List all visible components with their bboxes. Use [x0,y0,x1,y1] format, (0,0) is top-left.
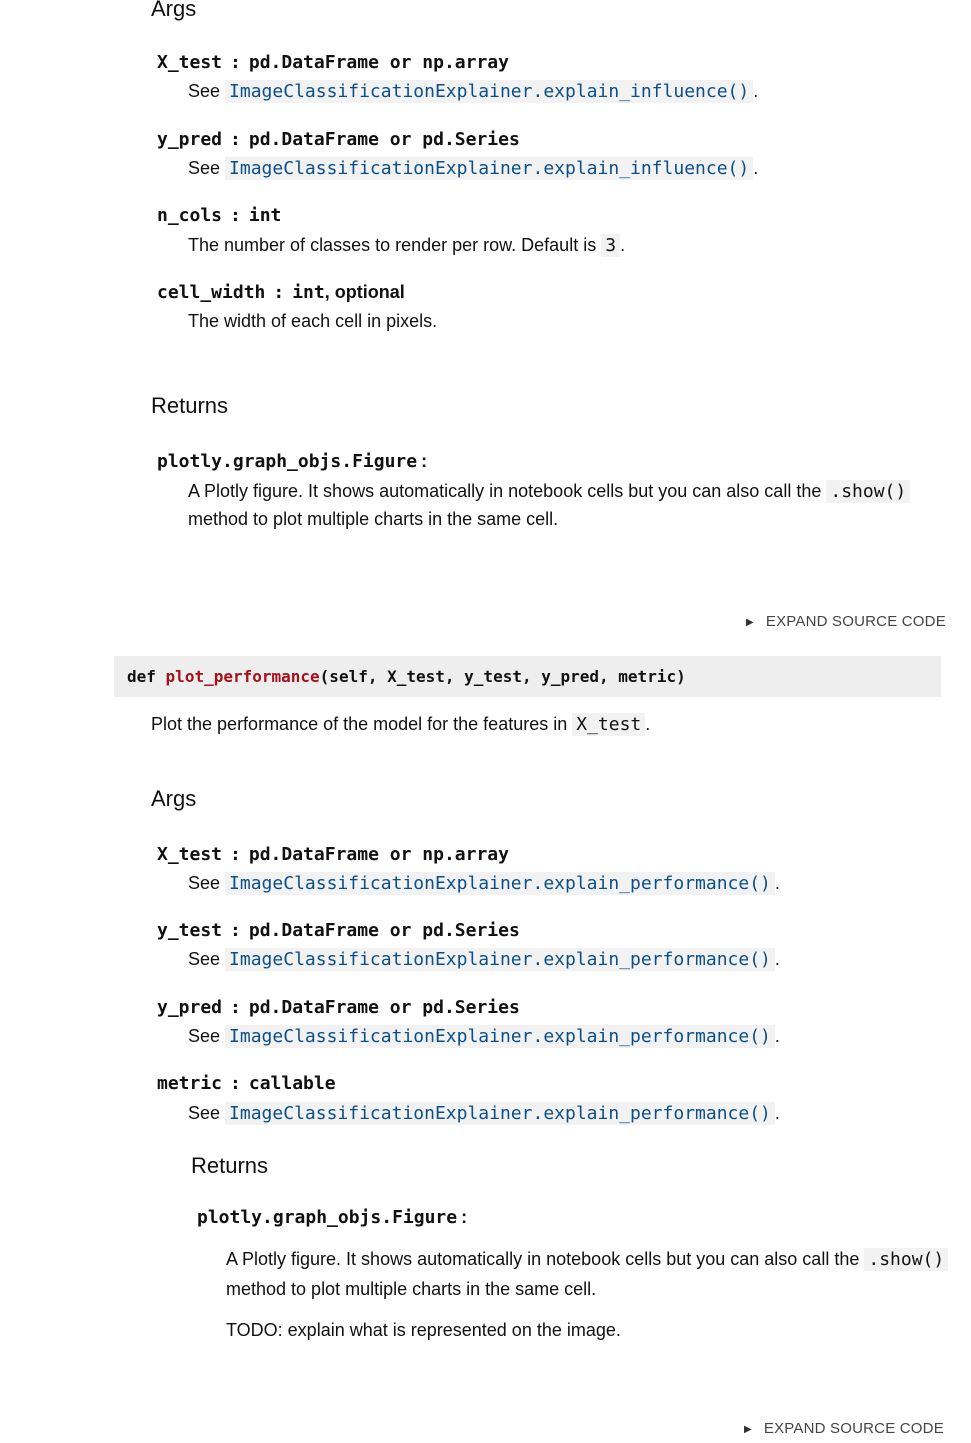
method-summary [151,714,650,735]
param-type: pd.DataFrame or pd.Series [248,997,520,1018]
period: . [774,1026,780,1046]
param-description [188,81,758,102]
param-signature [157,920,520,941]
param-description [188,158,758,179]
param-description [188,873,780,894]
return-description-continued: method to plot multiple charts in the same cell. [188,509,559,529]
param-name: X_test [157,844,223,865]
param-signature [157,205,281,226]
period: . [645,714,651,734]
expand-source-code-button[interactable] [744,1420,944,1437]
description-text: The number of classes to render per row. Default is [188,235,597,255]
reference-link[interactable]: ImageClassificationExplainer.explain_performance() [225,872,775,895]
param-name: y_pred [157,129,223,150]
triangle-right-icon: ▶ [744,1424,752,1435]
description-text: A Plotly figure. It shows automatically in notebook cells but you can also call the [188,481,822,501]
returns-heading: Returns [151,393,229,418]
method-signature [127,667,686,686]
see-text: See [188,158,221,178]
param-signature [157,997,520,1018]
param-description: The width of each cell in pixels. [188,311,438,331]
param-name: n_cols [157,205,223,226]
param-name: X_test [157,52,223,73]
description-text: A Plotly figure. It shows automatically in notebook cells but you can also call the [226,1249,860,1269]
period: . [620,235,626,255]
function-params: (self, X_test, y_test, y_pred, metric) [319,667,686,686]
param-type: pd.DataFrame or pd.Series [248,129,520,150]
param-name: metric [157,1073,223,1094]
reference-link[interactable]: ImageClassificationExplainer.explain_performance() [225,948,775,971]
see-text: See [188,949,221,969]
param-type: int [248,205,282,226]
param-type: pd.DataFrame or pd.Series [248,920,520,941]
param-type: pd.DataFrame or np.array [248,52,509,73]
period: . [753,81,759,101]
param-type: int [292,282,325,303]
method-signature-box [114,656,941,697]
return-type: plotly.graph_objs.Figure [197,1207,458,1228]
reference-link[interactable]: ImageClassificationExplainer.explain_performance() [225,1025,775,1048]
param-signature [157,844,509,865]
see-text: See [188,81,221,101]
param-separator: : [230,844,241,865]
period: . [774,1103,780,1123]
inline-code: 3 [601,234,620,257]
function-name: plot_performance [165,667,320,686]
expand-label: EXPAND SOURCE CODE [763,1420,944,1437]
period: . [774,949,780,969]
todo-note: TODO: explain what is represented on the image. [226,1320,621,1340]
return-colon: : [461,1207,468,1227]
param-separator: : [230,1073,241,1094]
inline-code: .show() [864,1248,948,1271]
def-keyword: def [127,667,156,686]
args-heading: Args [151,0,197,21]
param-description [188,235,625,256]
return-description [188,481,910,502]
param-separator: : [230,997,241,1018]
param-separator: : [230,129,241,150]
param-signature [157,282,405,303]
triangle-right-icon: ▶ [746,617,754,628]
return-description-continued: method to plot multiple charts in the same cell. [226,1279,597,1299]
param-signature [157,129,520,150]
inline-code: .show() [826,480,910,503]
summary-text: Plot the performance of the model for the features in [151,714,568,734]
param-separator: : [230,52,241,73]
param-separator: : [230,920,241,941]
return-description [226,1249,948,1270]
return-colon: : [421,451,428,471]
see-text: See [188,1103,221,1123]
param-type: pd.DataFrame or np.array [248,844,509,865]
see-text: See [188,873,221,893]
param-description [188,1026,780,1047]
period: . [753,158,759,178]
reference-link[interactable]: ImageClassificationExplainer.explain_performance() [225,1102,775,1125]
param-signature [157,52,509,73]
args-heading: Args [151,786,197,811]
param-description [188,949,780,970]
reference-link[interactable]: ImageClassificationExplainer.explain_influence() [225,80,753,103]
param-type: callable [248,1073,336,1094]
inline-code: X_test [572,713,645,736]
param-name: cell_width [157,282,266,303]
period: . [774,873,780,893]
param-name: y_pred [157,997,223,1018]
return-signature [157,451,427,472]
expand-label: EXPAND SOURCE CODE [765,613,946,630]
param-name: y_test [157,920,223,941]
return-type: plotly.graph_objs.Figure [157,451,418,472]
reference-link[interactable]: ImageClassificationExplainer.explain_influence() [225,157,753,180]
param-description [188,1103,780,1124]
expand-source-code-button[interactable] [746,613,946,630]
param-optional: , optional [324,282,405,302]
see-text: See [188,1026,221,1046]
param-separator: : [230,205,241,226]
returns-heading: Returns [191,1153,269,1178]
return-signature [197,1207,467,1228]
param-separator: : [273,282,285,303]
param-signature [157,1073,336,1094]
